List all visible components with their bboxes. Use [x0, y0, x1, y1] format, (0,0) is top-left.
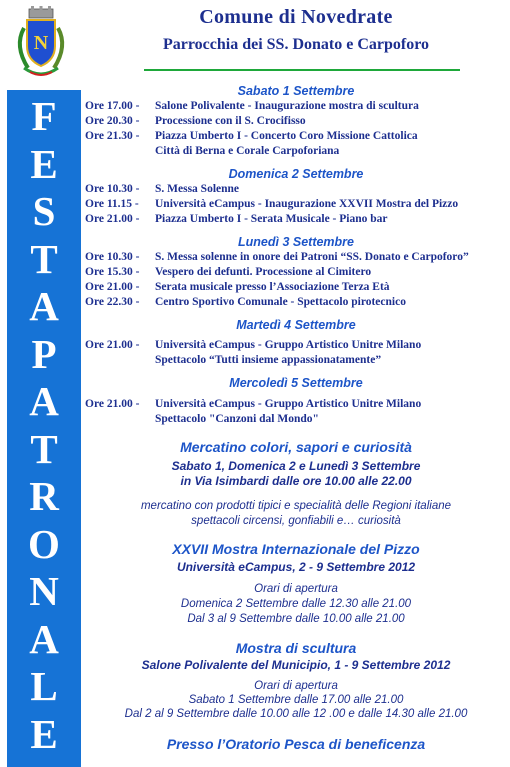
- day-heading: Sabato 1 Settembre: [237, 84, 355, 98]
- scultura-hours: Sabato 1 Settembre dalle 17.00 alle 21.00: [188, 694, 404, 706]
- footer-note: Presso l’Oratorio Pesca di beneficenza: [166, 736, 426, 752]
- event-row: Ore 21.00 - Università eCampus - Gruppo Artistico Unitre Milano: [85, 398, 422, 410]
- vertical-title-letter: E: [30, 140, 58, 187]
- day-heading: Martedì 4 Settembre: [236, 318, 356, 332]
- event-continuation: Città di Berna e Corale Carpoforiana: [155, 145, 340, 157]
- pizzo-title: XXVII Mostra Internazionale del Pizzo: [172, 541, 420, 557]
- vertical-title: [7, 92, 81, 762]
- scultura-hours-label: Orari di apertura: [254, 680, 338, 692]
- pizzo-subtitle: Università eCampus, 2 - 9 Settembre 2012: [176, 560, 416, 574]
- vertical-title-letter: A: [29, 283, 59, 329]
- event-row: Ore 20.30 - Processione con il S. Crocifisso: [85, 115, 306, 127]
- event-continuation: Spettacolo “Tutti insieme appassionatamente”: [155, 354, 382, 366]
- mercatino-description: mercatino con prodotti tipici e specialità delle Regioni italiane: [140, 500, 452, 512]
- mercatino-dates: Sabato 1, Domenica 2 e Lunedì 3 Settembre: [171, 459, 421, 473]
- poster-content: [82, 0, 510, 767]
- vertical-title-letter: E: [30, 710, 58, 757]
- pizzo-hours: Domenica 2 Settembre dalle 12.30 alle 21.00: [180, 598, 412, 610]
- event-row: Ore 21.00 - Piazza Umberto I - Serata Musicale - Piano bar: [85, 213, 388, 225]
- vertical-title-letter: N: [29, 568, 59, 614]
- event-row: Ore 17.00 - Salone Polivalente - Inaugurazione mostra di scultura: [85, 100, 419, 112]
- scultura-title: Mostra di scultura: [235, 640, 357, 656]
- event-row: Ore 11.15 - Università eCampus - Inaugurazione XXVII Mostra del Pizzo: [85, 198, 459, 210]
- vertical-title-letter: O: [28, 520, 60, 567]
- event-row: Ore 21.30 - Piazza Umberto I - Concerto Coro Missione Cattolica: [85, 130, 418, 142]
- mercatino-description: spettacoli circensi, gonfiabili e… curiosità: [191, 515, 401, 527]
- title-divider: [144, 69, 460, 71]
- vertical-title-letter: L: [30, 663, 58, 709]
- vertical-title-letter: P: [31, 330, 57, 377]
- svg-text:N: N: [33, 32, 49, 54]
- sidebar: [0, 0, 82, 767]
- scultura-subtitle: Salone Polivalente del Municipio, 1 - 9 Settembre 2012: [141, 658, 451, 672]
- event-row: Ore 21.00 - Università eCampus - Gruppo Artistico Unitre Milano: [85, 339, 422, 351]
- day-heading: Domenica 2 Settembre: [228, 167, 364, 181]
- municipal-crest-icon: [10, 6, 72, 82]
- mercatino-title: Mercatino colori, sapori e curiosità: [180, 439, 412, 455]
- page-title: Comune di Novedrate: [199, 6, 393, 28]
- mercatino-location: in Via Isimbardi dalle ore 10.00 alle 22.00: [180, 474, 412, 488]
- vertical-title-letter: T: [30, 235, 58, 282]
- scultura-hours: Dal 2 al 9 Settembre dalle 10.00 alle 12 .00 e dalle 14.30 alle 21.00: [124, 708, 468, 720]
- pizzo-hours: Dal 3 al 9 Settembre dalle 10.00 alle 21.00: [187, 613, 405, 625]
- vertical-title-letter: R: [29, 473, 59, 519]
- event-row: Ore 10.30 - S. Messa solenne in onore dei Patroni “SS. Donato e Carpoforo”: [85, 251, 469, 263]
- event-row: Ore 21.00 - Serata musicale presso l’Associazione Terza Età: [85, 281, 390, 293]
- vertical-title-letter: A: [29, 378, 59, 424]
- vertical-title-letter: T: [30, 425, 58, 472]
- pizzo-hours-label: Orari di apertura: [254, 583, 338, 595]
- page-subtitle: Parrocchia dei SS. Donato e Carpoforo: [162, 36, 430, 53]
- event-continuation: Spettacolo "Canzoni dal Mondo": [155, 413, 319, 425]
- vertical-title-letter: A: [29, 615, 59, 662]
- day-heading: Mercoledì 5 Settembre: [229, 376, 363, 390]
- vertical-title-letter: S: [32, 188, 56, 234]
- event-row: Ore 10.30 - S. Messa Solenne: [85, 183, 240, 195]
- event-row: Ore 22.30 - Centro Sportivo Comunale - Spettacolo pirotecnico: [85, 296, 406, 308]
- day-heading: Lunedì 3 Settembre: [238, 235, 354, 249]
- vertical-title-letter: F: [31, 93, 57, 139]
- event-row: Ore 15.30 - Vespero dei defunti. Processione al Cimitero: [85, 266, 372, 278]
